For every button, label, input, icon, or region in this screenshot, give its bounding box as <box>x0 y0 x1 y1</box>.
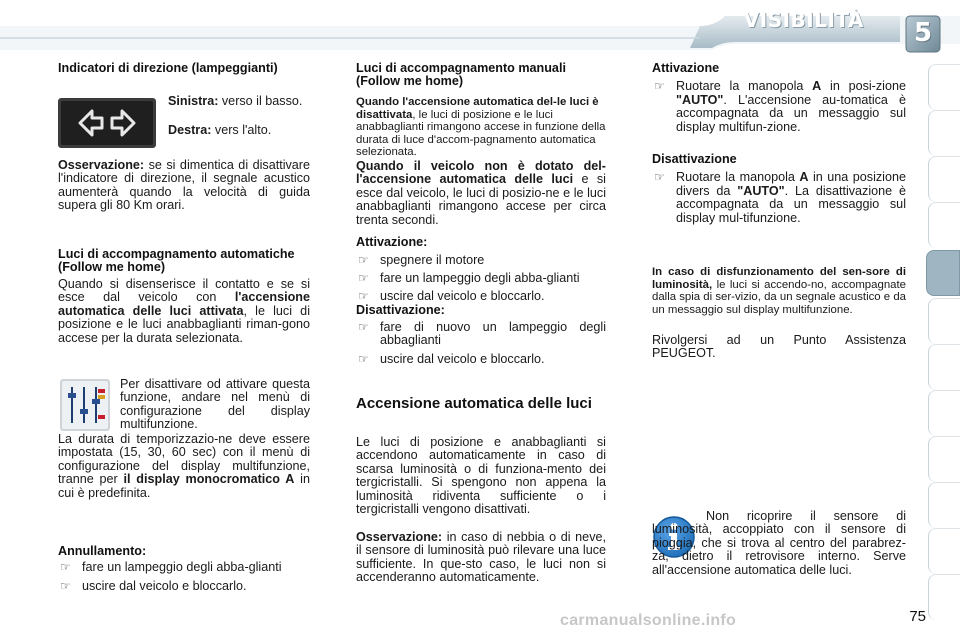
indicator-observation: Osservazione: se si dimentica di disattivare l'indicatore di direzione, il segnale acustico aumenterà quando la velocità di guida supera gli 80 Km orari. <box>58 158 310 213</box>
pointing-hand-bullet-icon: ☞ <box>654 79 665 94</box>
watermark: carmanualsonline.info <box>560 612 737 629</box>
chapter-tab-9[interactable] <box>928 436 960 482</box>
manual-follow-title: Luci di accompagnamento manuali (Follow me home) <box>356 61 566 89</box>
deactivation-title: Disattivazione: <box>356 302 445 317</box>
contact-assistance-text: Rivolgersi ad un Punto Assistenza PEUGEOT. <box>652 333 906 361</box>
list-item: ☞ uscire dal veicolo e bloccarlo. <box>358 289 545 304</box>
chapter-tab-6[interactable] <box>928 298 960 344</box>
chapter-tab-10[interactable] <box>928 482 960 528</box>
chapter-tab-5-active[interactable] <box>926 250 960 296</box>
chapter-tab-11[interactable] <box>928 528 960 574</box>
pointing-hand-bullet-icon: ☞ <box>358 351 369 366</box>
pointing-hand-bullet-icon: ☞ <box>358 320 369 335</box>
cancel-section <box>58 545 310 593</box>
manual-activation <box>356 236 606 366</box>
indicators-title: Indicatori di direzione (lampeggianti) <box>58 61 278 75</box>
chapter-tab-12[interactable] <box>928 574 960 620</box>
chapter-tab-4[interactable] <box>928 202 960 248</box>
pointing-hand-bullet-icon: ☞ <box>358 253 369 268</box>
pointing-hand-bullet-icon: ☞ <box>358 289 369 304</box>
list-item: ☞ uscire dal veicolo e bloccarlo. <box>358 351 545 366</box>
chapter-tab-2[interactable] <box>928 110 960 156</box>
auto-activation <box>652 62 906 134</box>
pointing-hand-bullet-icon: ☞ <box>358 270 369 285</box>
pointing-hand-bullet-icon: ☞ <box>654 170 665 185</box>
list-item: ☞ fare di nuovo un lampeggio degli abbaglianti <box>358 320 606 348</box>
auto-lights-heading: Accensione automatica delle luci <box>356 395 592 412</box>
activation-title: Attivazione: <box>356 235 428 249</box>
page-number: 75 <box>909 608 926 625</box>
chapter-number: 5 <box>913 18 933 48</box>
auto-lights-observation: Osservazione: in caso di nebbia o di neve, il sensore di luminosità può rilevare una luce sufficiente. In que-sto caso, le luci non si accenderanno automaticamente. <box>356 530 606 585</box>
activation-title: Attivazione <box>652 61 720 75</box>
disable-function-text: Per disattivare od attivare questa funzione, andare nel menù di configurazione del display multifunzione. <box>120 377 310 432</box>
deactivation-title: Disattivazione <box>652 152 737 166</box>
cancel-title: Annullamento: <box>58 544 147 558</box>
list-item: ☞ fare un lampeggio degli abba-glianti <box>358 270 580 285</box>
chapter-tab-8[interactable] <box>928 390 960 436</box>
list-item: ☞ uscire dal veicolo e bloccarlo. <box>60 578 247 593</box>
manual-follow-p1: Quando l'accensione automatica del-le luci è disattivata, le luci di posizione e le luci anabbaglianti rimangono accese in funzione della durata di luce d'accom-pagnamento automatica selezionata. <box>356 96 606 159</box>
page-title: VISIBILITÀ <box>743 8 864 32</box>
chapter-tab-3[interactable] <box>928 156 960 202</box>
left-indicator: Sinistra: verso il basso. <box>168 94 303 108</box>
auto-deactivation <box>652 153 906 225</box>
duration-text: La durata di temporizzazio-ne deve essere impostata (15, 30, 60 sec) con il menù di configurazione del display multifunzione, tranne per il display monocromatico A in cui è predefinita. <box>58 432 310 500</box>
auto-follow-title: Luci di accompagnamento automatiche (Follow me home) <box>58 247 295 275</box>
list-item: ☞ Ruotare la manopola A in posi-zione "AUTO". L'accensione au-tomatica è accompagnata da un messaggio sul display multifun-zione. <box>654 79 906 134</box>
right-indicator: Destra: vers l'alto. <box>168 123 272 137</box>
turn-signal-arrows-icon <box>58 98 156 148</box>
sensor-note: Non ricoprire il sensore di luminosità, accoppiato con il sensore di pioggia, che si trova al centro del parabrez-za, dietro il retrovisore interno. Serve all'accensione automatica delle luci. <box>652 509 906 577</box>
config-menu-icon <box>60 379 110 431</box>
chapter-tab-1[interactable] <box>928 64 960 110</box>
pointing-hand-bullet-icon: ☞ <box>60 578 71 593</box>
sensor-failure-text: In caso di disfunzionamento del sen-sore di luminosità, le luci si accendo-no, accompagnate dalla spia di ser-vizio, da un segnale acustico e da un messaggio sul display multifunzione. <box>652 266 906 316</box>
pointing-hand-bullet-icon: ☞ <box>60 560 71 575</box>
list-item: ☞ fare un lampeggio degli abba-glianti <box>60 560 282 575</box>
auto-lights-text: Le luci di posizione e anabbaglianti si accendono automaticamente in caso di scarsa luminosità o di funziona-mento dei tergicristalli. Si spengono non appena la luminosità ridiventa sufficiente o i tergicristalli vengono disattivati. <box>356 435 606 517</box>
manual-follow-p2: Quando il veicolo non è dotato del-l'accensione automatica delle luci e si esce dal veicolo, le luci di posizio-ne e le luci anabbaglianti rimangono accese per circa trenta secondi. <box>356 159 606 227</box>
list-item: ☞ spegnere il motore <box>358 253 485 268</box>
list-item: ☞ Ruotare la manopola A in una posizione divers da "AUTO". La disattivazione è accompagnata da un messaggio sul display mul-tifunzione. <box>654 170 906 225</box>
auto-follow-text: Quando si disenserisce il contatto e se si esce dal veicolo con l'accensione automatica delle luci attivata, le luci di posizione e le luci anabbaglianti riman-gono accese per la durata selezionata. <box>58 277 310 345</box>
chapter-tab-7[interactable] <box>928 344 960 390</box>
